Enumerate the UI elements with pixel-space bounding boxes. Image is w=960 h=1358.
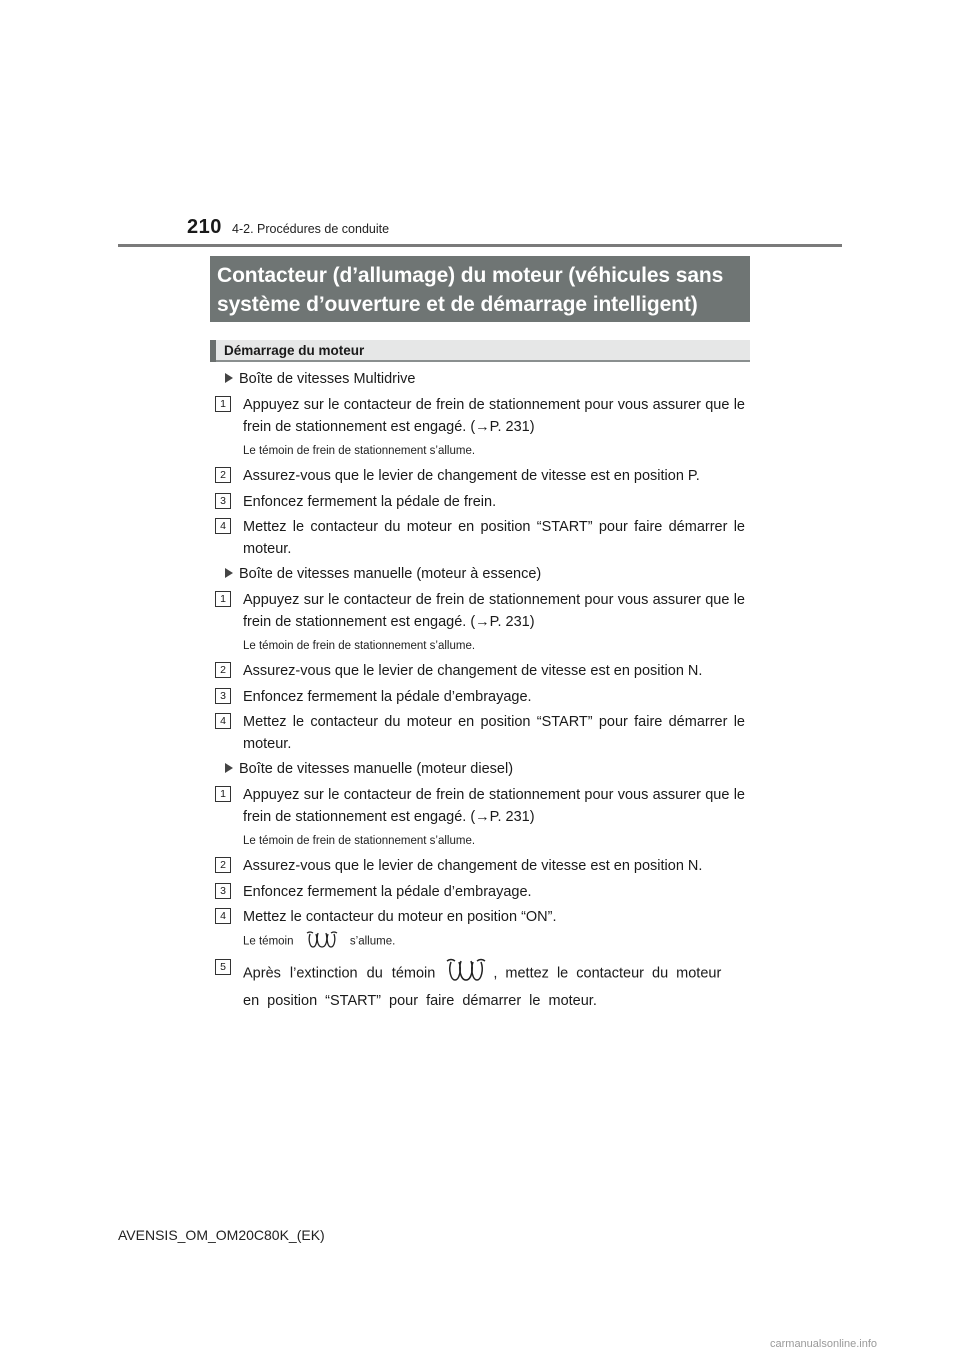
step-number-box: 3: [215, 688, 231, 704]
step-number-box: 2: [215, 662, 231, 678]
header-rule: [118, 244, 842, 247]
subheading-label: Démarrage du moteur: [224, 343, 365, 358]
step-note: Le témoin de frein de stationnement s’allume.: [243, 640, 476, 652]
page-title: [210, 256, 750, 322]
step-text: Appuyez sur le contacteur de frein de stationnement pour vous assurer que le frein de stationnement est engagé. (→P. 231): [243, 397, 745, 435]
subheading-bar: [210, 340, 216, 362]
page-number: 210: [187, 216, 222, 238]
triangle-bullet-icon: [225, 763, 233, 773]
step-text: Assurez-vous que le levier de changement de vitesse est en position N.: [243, 663, 703, 679]
page-title-line-2: système d’ouverture et de démarrage intelligent): [217, 293, 698, 316]
step-number-box: 5: [215, 959, 231, 975]
glow-plug-indicator-icon: [445, 957, 487, 990]
page-title-line-1: Contacteur (d’allumage) du moteur (véhicules sans: [217, 264, 724, 287]
step-text: Assurez-vous que le levier de changement de vitesse est en position N.: [243, 858, 703, 874]
step-number-box: 4: [215, 713, 231, 729]
step-number-box: 3: [215, 883, 231, 899]
step-text-before: Après l’extinction du témoin: [243, 965, 436, 982]
note-text-after: s’allume.: [349, 935, 396, 948]
step-text: Assurez-vous que le levier de changement de vitesse est en position P.: [243, 468, 700, 484]
step-number-box: 2: [215, 467, 231, 483]
triangle-bullet-icon: [225, 373, 233, 383]
step-text: Enfoncez fermement la pédale d’embrayage.: [243, 884, 532, 900]
step-number-box: 4: [215, 518, 231, 534]
step-text-after: , mettez le contacteur du moteur en position “START” pour faire démarrer le moteur.: [243, 965, 722, 1009]
section-reference: 4-2. Procédures de conduite: [232, 222, 390, 236]
step-text: Mettez le contacteur du moteur en position “START” pour faire démarrer le moteur.: [243, 714, 745, 752]
step-note: Le témoin de frein de stationnement s’allume.: [243, 835, 476, 847]
variant-heading-label: Boîte de vitesses manuelle (moteur à essence): [239, 566, 542, 582]
step-note: [243, 930, 395, 953]
document-footer: AVENSIS_OM_OM20C80K_(EK): [118, 1227, 325, 1243]
step-text: Mettez le contacteur du moteur en position “ON”.: [243, 909, 557, 925]
step-note: Le témoin de frein de stationnement s’allume.: [243, 445, 476, 457]
step-number-box: 1: [215, 396, 231, 412]
step-number-box: 4: [215, 908, 231, 924]
step-number-box: 1: [215, 591, 231, 607]
variant-heading-label: Boîte de vitesses Multidrive: [239, 371, 416, 387]
step-number-box: 1: [215, 786, 231, 802]
variant-heading: [225, 566, 541, 582]
subheading: [210, 340, 750, 362]
triangle-bullet-icon: [225, 568, 233, 578]
variant-heading-label: Boîte de vitesses manuelle (moteur diesel): [239, 761, 514, 777]
step-text: [243, 957, 745, 1012]
watermark: carmanualsonline.info: [770, 1338, 878, 1350]
variant-heading: [225, 761, 513, 777]
step-text: Appuyez sur le contacteur de frein de stationnement pour vous assurer que le frein de stationnement est engagé. (→P. 231): [243, 592, 745, 630]
glow-plug-indicator-icon: [305, 930, 339, 953]
step-text: Appuyez sur le contacteur de frein de stationnement pour vous assurer que le frein de stationnement est engagé. (→P. 231): [243, 787, 745, 825]
variant-heading: [225, 371, 416, 387]
step-text: Enfoncez fermement la pédale d’embrayage.: [243, 689, 532, 705]
step-text: Enfoncez fermement la pédale de frein.: [243, 494, 497, 510]
step-text: Mettez le contacteur du moteur en position “START” pour faire démarrer le moteur.: [243, 519, 745, 557]
step-number-box: 3: [215, 493, 231, 509]
step-number-box: 2: [215, 857, 231, 873]
note-text-before: Le témoin: [243, 935, 294, 948]
